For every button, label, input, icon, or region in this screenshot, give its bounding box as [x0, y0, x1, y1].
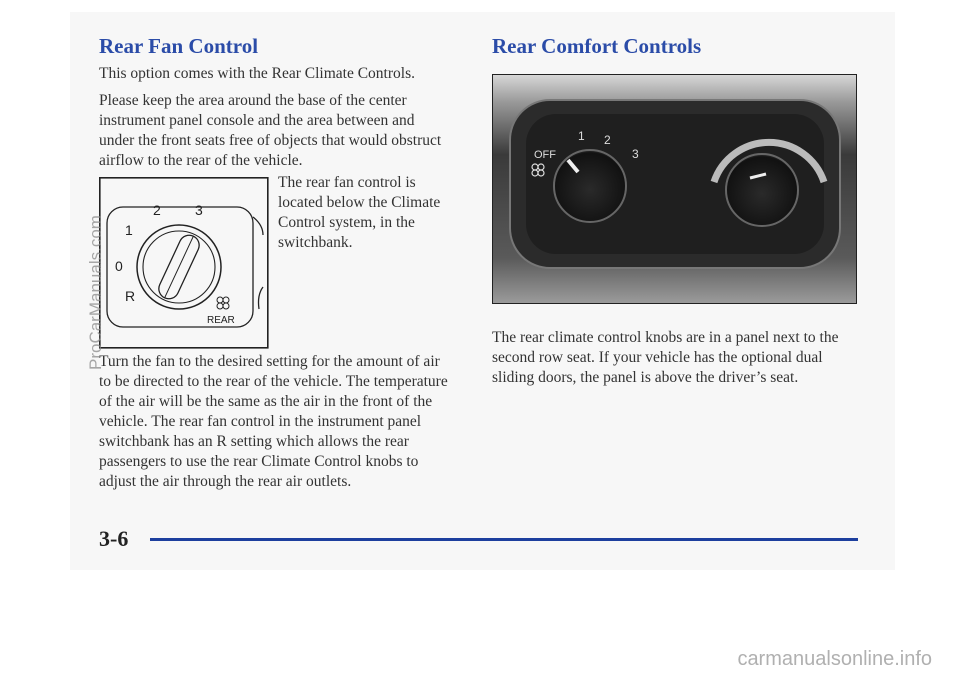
rear-controls-paragraph: [492, 328, 838, 388]
text-line: under the front seats free of objects that would obstruct: [99, 132, 442, 149]
text-line: of the air will be the same as the air in the front of the: [99, 393, 433, 410]
footer-rule: [150, 538, 858, 541]
rear-comfort-controls-heading: Rear Comfort Controls: [492, 34, 702, 58]
text-line: switchbank.: [278, 234, 353, 251]
text-line: Turn the fan to the desired setting for the amount of air: [99, 353, 440, 370]
text-line: sliding doors, the panel is above the driver’s seat.: [492, 369, 799, 386]
photo-label-three: 3: [632, 147, 639, 161]
fan-icon: [217, 297, 229, 309]
side-watermark: [86, 200, 116, 370]
text-line: instrument panel console and the area between and: [99, 112, 415, 129]
rear-comfort-controls-photo: [492, 74, 857, 304]
page-number: 3-6: [99, 526, 129, 551]
footer-watermark: [0, 648, 960, 671]
text-line: located below the Climate: [278, 194, 441, 211]
text-line: to be directed to the rear of the vehicle. The temperature: [99, 373, 448, 390]
text-line: passengers to use the rear Climate Control knobs to: [99, 453, 419, 470]
text-line: airflow to the rear of the vehicle.: [99, 152, 303, 169]
photo-label-two: 2: [604, 133, 611, 147]
dial-label-rear: REAR: [207, 315, 235, 326]
airflow-paragraph: [99, 91, 441, 171]
dial-label-three: 3: [195, 202, 203, 218]
dial-label-two: 2: [153, 202, 161, 218]
dial-label-r: R: [125, 288, 136, 304]
text-line: The rear fan control is: [278, 174, 416, 191]
rear-fan-dial-illustration: [99, 177, 269, 349]
watermark-text: ProCarManuals.com: [86, 215, 105, 370]
text-line: Please keep the area around the base of the center: [99, 92, 407, 109]
text-line: adjust the air through the rear air outlets.: [99, 473, 352, 490]
watermark-text: carmanualsonline.info: [737, 648, 932, 670]
photo-label-off: OFF: [534, 149, 556, 161]
dial-label-one: 1: [125, 222, 133, 238]
photo-label-one: 1: [578, 129, 585, 143]
dial-label-zero: 0: [115, 258, 123, 274]
text-line: Control system, in the: [278, 214, 415, 231]
intro-paragraph: This option comes with the Rear Climate Controls.: [99, 65, 415, 82]
text-line: The rear climate control knobs are in a panel next to the: [492, 329, 839, 346]
text-line: switchbank has an R setting which allows the rear: [99, 433, 409, 450]
text-line: vehicle. The rear fan control in the instrument panel: [99, 413, 422, 430]
fan-setting-paragraph: [99, 352, 448, 492]
rear-fan-control-heading: Rear Fan Control: [99, 34, 259, 58]
text-line: second row seat. If your vehicle has the optional dual: [492, 349, 823, 366]
fan-location-caption: [278, 173, 440, 253]
